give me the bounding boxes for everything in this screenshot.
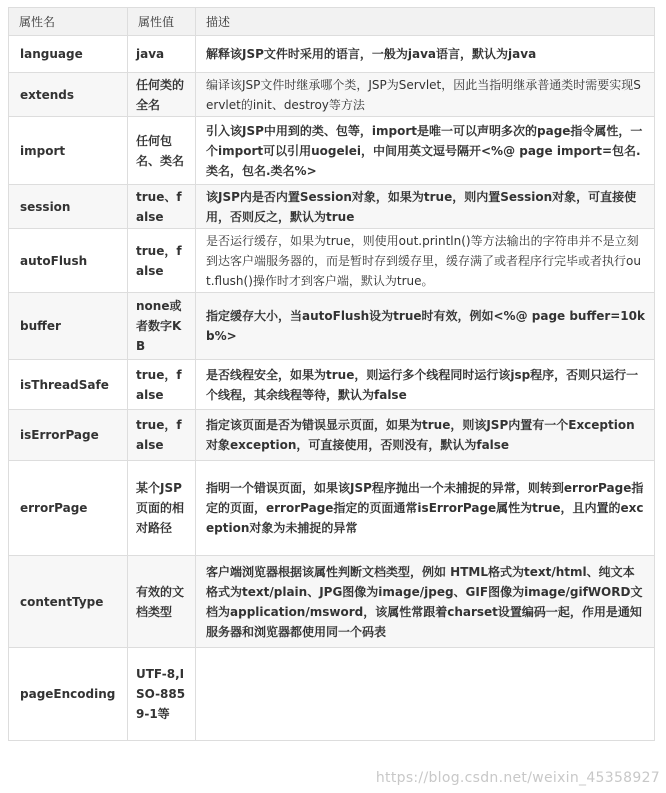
attr-name-cell: language	[9, 36, 128, 73]
description-cell	[196, 648, 655, 741]
attr-name-cell: import	[9, 117, 128, 185]
attr-value-cell: java	[128, 36, 196, 73]
table-row	[9, 185, 655, 229]
attr-value-cell: true，false	[128, 410, 196, 461]
description-cell: 是否运行缓存，如果为true，则使用out.println()等方法输出的字符串并不是立刻到达客户端服务器的，而是暂时存到缓存里，缓存满了或者程序行完毕或者执行out.flush()操作时才到客户端，默认为true。	[196, 229, 655, 293]
attr-value-cell: true、false	[128, 185, 196, 229]
watermark: https://blog.csdn.net/weixin_45358927	[375, 770, 660, 786]
description-cell: 客户端浏览器根据该属性判断文档类型，例如 HTML格式为text/html、纯文本格式为text/plain、JPG图像为image/jpeg、GIF图像为image/gifWORD文档为application/msword，该属性常跟着charset设置编码一起，作用是通知服务器和浏览器都使用同一个码表	[196, 556, 655, 648]
attr-value-cell: 某个JSP页面的相对路径	[128, 461, 196, 556]
attr-value-cell: 任何包名、类名	[128, 117, 196, 185]
table-row	[9, 648, 655, 741]
table-row	[9, 360, 655, 410]
attr-value-cell: none或者数字KB	[128, 293, 196, 360]
attr-name-cell: buffer	[9, 293, 128, 360]
header-attr-value: 属性值	[128, 8, 196, 36]
table-row	[9, 117, 655, 185]
table-row	[9, 410, 655, 461]
description-cell: 解释该JSP文件时采用的语言，一般为java语言，默认为java	[196, 36, 655, 73]
table-row	[9, 73, 655, 117]
table-row	[9, 229, 655, 293]
table-row	[9, 556, 655, 648]
attr-value-cell: UTF-8,ISO-8859-1等	[128, 648, 196, 741]
table-header-row	[9, 8, 655, 36]
jsp-page-directive-table	[8, 7, 655, 741]
table-row	[9, 36, 655, 73]
attr-name-cell: contentType	[9, 556, 128, 648]
attr-name-cell: isErrorPage	[9, 410, 128, 461]
description-cell: 是否线程安全，如果为true，则运行多个线程同时运行该jsp程序，否则只运行一个线程，其余线程等待，默认为false	[196, 360, 655, 410]
attr-name-cell: errorPage	[9, 461, 128, 556]
attr-name-cell: autoFlush	[9, 229, 128, 293]
table-row	[9, 293, 655, 360]
table-row	[9, 461, 655, 556]
header-description: 描述	[196, 8, 655, 36]
attr-name-cell: pageEncoding	[9, 648, 128, 741]
description-cell: 该JSP内是否内置Session对象，如果为true，则内置Session对象，可直接使用，否则反之，默认为true	[196, 185, 655, 229]
attr-value-cell: true，false	[128, 229, 196, 293]
attr-name-cell: extends	[9, 73, 128, 117]
attr-value-cell: 任何类的全名	[128, 73, 196, 117]
description-cell: 指定该页面是否为错误显示页面，如果为true，则该JSP内置有一个Exception对象exception，可直接使用，否则没有，默认为false	[196, 410, 655, 461]
description-cell: 编译该JSP文件时继承哪个类，JSP为Servlet，因此当指明继承普通类时需要实现Servlet的init、destroy等方法	[196, 73, 655, 117]
attr-value-cell: 有效的文档类型	[128, 556, 196, 648]
attr-value-cell: true，false	[128, 360, 196, 410]
description-cell: 指定缓存大小，当autoFlush设为true时有效，例如<%@ page buffer=10kb%>	[196, 293, 655, 360]
attr-name-cell: session	[9, 185, 128, 229]
attr-name-cell: isThreadSafe	[9, 360, 128, 410]
header-attr-name: 属性名	[9, 8, 128, 36]
description-cell: 引入该JSP中用到的类、包等，import是唯一可以声明多次的page指令属性，一个import可以引用uogelei，中间用英文逗号隔开<%@ page import=包名.类名，包名.类名%>	[196, 117, 655, 185]
description-cell: 指明一个错误页面，如果该JSP程序抛出一个未捕捉的异常，则转到errorPage指定的页面，errorPage指定的页面通常isErrorPage属性为true，且内置的exception对象为未捕捉的异常	[196, 461, 655, 556]
